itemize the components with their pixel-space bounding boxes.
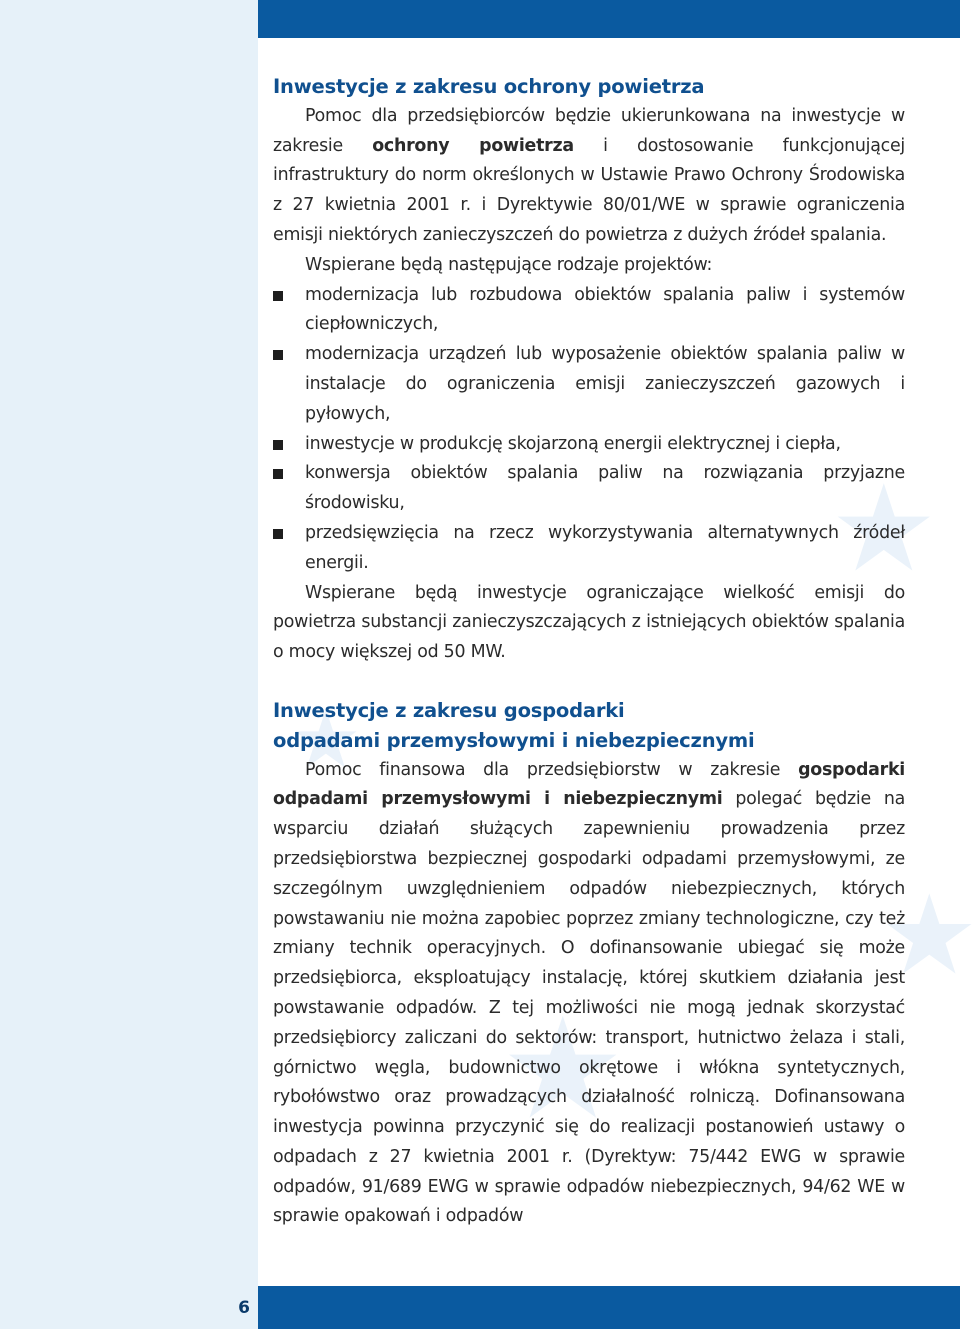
intro-text-end: i dostosowanie funkcjonującej infrastruktury do norm określonych w Ustawie Prawo Ochrony Środowiska z 27 kwietnia 2001 r. i Dyrektywie 80/01/WE w sprawie ograniczenia emisji niektórych zanieczyszczeń do powietrza z dużych źródeł spalania. [273, 135, 905, 245]
square-bullet-icon [273, 529, 283, 539]
list-item [273, 340, 905, 429]
list-item-text: przedsięwzięcia na rzecz wykorzystywania alternatywnych źródeł energii. [305, 522, 905, 573]
section-waste-management [273, 693, 905, 1232]
list-item [273, 281, 905, 341]
heading-line-1: Inwestycje z zakresu gospodarki [273, 698, 625, 722]
list-item-text: modernizacja urządzeń lub wyposażenie obiektów spalania paliw w instalacje do ograniczenia emisji zanieczyszczeń gazowych i pyłowych, [305, 344, 905, 424]
list-item-text: konwersja obiektów spalania paliw na rozwiązania przyjazne środowisku, [305, 463, 905, 514]
bottom-color-band [258, 1286, 960, 1329]
list-intro: Wspierane będą następujące rodzaje projektów: [305, 254, 713, 275]
page-content [273, 72, 905, 1232]
section-air-protection [273, 72, 905, 668]
square-bullet-icon [273, 440, 283, 450]
waste-text-end: polegać będzie na wsparciu działań służących zapewnieniu prowadzenia przez przedsiębiorstwa bezpiecznej gospodarki odpadami przemysłowymi, ze szczególnym uwzględnieniem odpadów niebezpiecznych, których powstawaniu nie można zapobiec poprzez zmiany technologiczne, czy też zmiany technik operacyjnych. O dofinansowanie ubiegać się może przedsiębiorca, eksploatujący instalację, której skutkiem działania jest powstawanie odpadów. Z tej możliwości nie mogą jednak skorzystać przedsiębiorcy zaliczani do sektorów: transport, hutnictwo żelaza i stali, górnictwo węgla, budownictwo okrętowe i włókna syntetycznych, rybołówstwo oraz prowadzących działalność rolniczą. Dofinansowana inwestycja powinna przyczynić się do realizacji postanowień ustawy o odpadach z 27 kwietnia 2001 r. (Dyrektyw: 75/442 EWG w sprawie odpadów, 91/689 EWG w sprawie odpadów niebezpiecznych, 94/62 WE w sprawie opakowań i odpadów [273, 789, 905, 1227]
intro-text-bold: ochrony powietrza [372, 135, 574, 156]
list-item [273, 430, 905, 460]
intro-paragraph [273, 102, 905, 251]
intro-text-start: Pomoc dla przedsiębiorców będzie ukierunkowana na inwestycje w zakresie [273, 105, 905, 156]
list-item-text: inwestycje w produkcję skojarzoną energii elektrycznej i ciepła, [305, 433, 841, 454]
waste-paragraph [273, 756, 905, 1233]
waste-text-bold: gospodarki odpadami przemysłowymi i niebezpiecznymi [273, 759, 905, 810]
background-star-icon: ★ [290, 693, 362, 786]
list-item [273, 459, 905, 519]
waste-text-start: Pomoc finansowa dla przedsiębiorstw w zakresie [305, 759, 799, 780]
project-types-list [273, 281, 905, 579]
background-star-icon: ★ [880, 871, 979, 999]
section-heading-air: Inwestycje z zakresu ochrony powietrza [273, 75, 705, 98]
section-heading-waste [273, 696, 905, 756]
left-sidebar-band [0, 0, 258, 1329]
square-bullet-icon [273, 469, 283, 479]
background-star-icon: ★ [500, 988, 626, 1151]
page-number: 6 [238, 1297, 250, 1318]
square-bullet-icon [273, 291, 283, 301]
list-item-text: modernizacja lub rozbudowa obiektów spalania paliw i systemów ciepłowniczych, [305, 284, 905, 335]
background-star-icon: ★ [830, 460, 938, 599]
list-item [273, 519, 905, 579]
square-bullet-icon [273, 350, 283, 360]
top-color-band [258, 0, 960, 38]
heading-line-2: odpadami przemysłowymi i niebezpiecznymi [273, 728, 755, 752]
closing-paragraph: Wspierane będą inwestycje ograniczające wielkość emisji do powietrza substancji zanieczyszczających z istniejących obiektów spalania o mocy większej od 50 MW. [273, 582, 905, 663]
